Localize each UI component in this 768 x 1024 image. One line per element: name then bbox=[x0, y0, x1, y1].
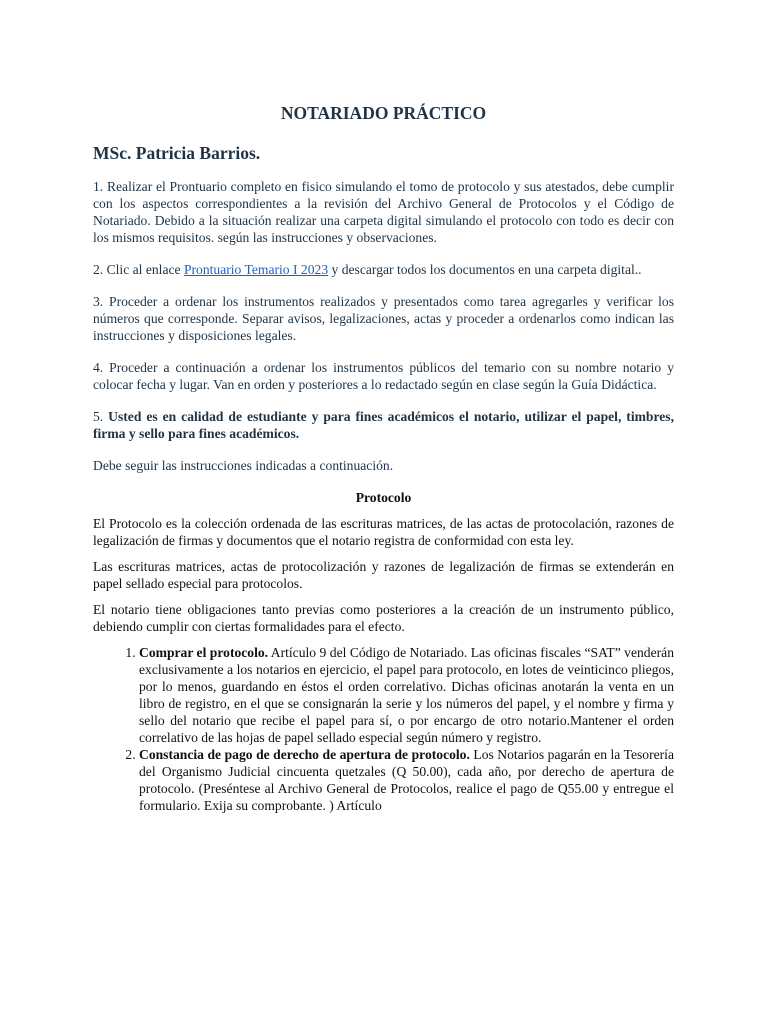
instruction-3: 3. Proceder a ordenar los instrumentos realizados y presentados como tarea agregarles y verificar los números que corresponde. Separar avisos, legalizaciones, actas y proceder a ordenarlos como indican las instrucciones y disposiciones legales. bbox=[93, 294, 674, 343]
document-title: NOTARIADO PRÁCTICO bbox=[280, 103, 487, 123]
instruction-5 bbox=[93, 408, 674, 442]
list-item-text: Artículo 9 del Código de Notariado. Las oficinas fiscales “SAT” venderán exclusivamente a los notarios en ejercicio, el papel para protocolo, en lotes de veinticinco pliegos, por lo menos, guardando en éstos el orden correlativo. Dichas oficinas anotarán la venta en un libro de registro, en el que se consignarán la serie y los números del papel, y el nombre y firma y sello del notario que recibe el papel para sí, o por encargo de otro notario.Mantener el orden correlativo de las hojas de papel sellado especial según número y registro. bbox=[139, 645, 674, 745]
document-body bbox=[93, 102, 674, 814]
list-item bbox=[139, 746, 674, 814]
list-item-text: Los Notarios pagarán en la Tesorería del Organismo Judicial cincuenta quetzales (Q 50.00), cada año, por derecho de apertura de protocolo. (Preséntese al Archivo General de Protocolos, realice el pago de Q55.00 y entregue el formulario. Exija su comprobante. ) Artículo bbox=[139, 747, 674, 813]
numbered-list bbox=[93, 644, 674, 814]
instruction-2-suffix: y descargar todos los documentos en una carpeta digital.. bbox=[328, 262, 642, 277]
paragraph-1: El Protocolo es la colección ordenada de las escrituras matrices, de las actas de protocolación, razones de legalización de firmas y documentos que el notario registra de conformidad con esta ley. bbox=[93, 516, 674, 548]
paragraph-2: Las escrituras matrices, actas de protocolización y razones de legalización de firmas se extenderán en papel sellado especial para protocolos. bbox=[93, 559, 674, 591]
list-item-heading: Comprar el protocolo. bbox=[139, 645, 269, 660]
prontuario-temario-link[interactable]: Prontuario Temario I 2023 bbox=[183, 262, 329, 277]
paragraph-3: El notario tiene obligaciones tanto previas como posteriores a la creación de un instrumento público, debiendo cumplir con ciertas formalidades para el efecto. bbox=[93, 602, 674, 634]
instruction-1: 1. Realizar el Prontuario completo en fisico simulando el tomo de protocolo y sus atestados, debe cumplir con los aspectos correspondientes a la revisión del Archivo General de Protocolos y el Código de Notariado. Debido a la situación realizar una carpeta digital simulando el protocolo con todo es decir con los mismos requisitos. según las instrucciones y observaciones. bbox=[93, 179, 674, 245]
instruction-5-prefix: 5. bbox=[93, 409, 109, 424]
instruction-2-prefix: 2. Clic al enlace bbox=[93, 262, 184, 277]
instruction-5-bold: Usted es en calidad de estudiante y para fines académicos el notario, utilizar el papel, timbres, firma y sello para fines académicos. bbox=[93, 409, 674, 441]
list-item bbox=[139, 644, 674, 746]
instruction-4: 4. Proceder a continuación a ordenar los instrumentos públicos del temario con su nombre notario y colocar fecha y lugar. Van en orden y posteriores a lo redactado según en clase según la Guía Didáctica. bbox=[93, 360, 674, 392]
section-heading: Protocolo bbox=[355, 490, 412, 505]
document-author: MSc. Patricia Barrios. bbox=[93, 143, 261, 163]
instructions-note: Debe seguir las instrucciones indicadas a continuación. bbox=[93, 458, 394, 473]
instruction-2 bbox=[93, 261, 674, 278]
list-item-heading: Constancia de pago de derecho de apertura de protocolo. bbox=[139, 747, 470, 762]
